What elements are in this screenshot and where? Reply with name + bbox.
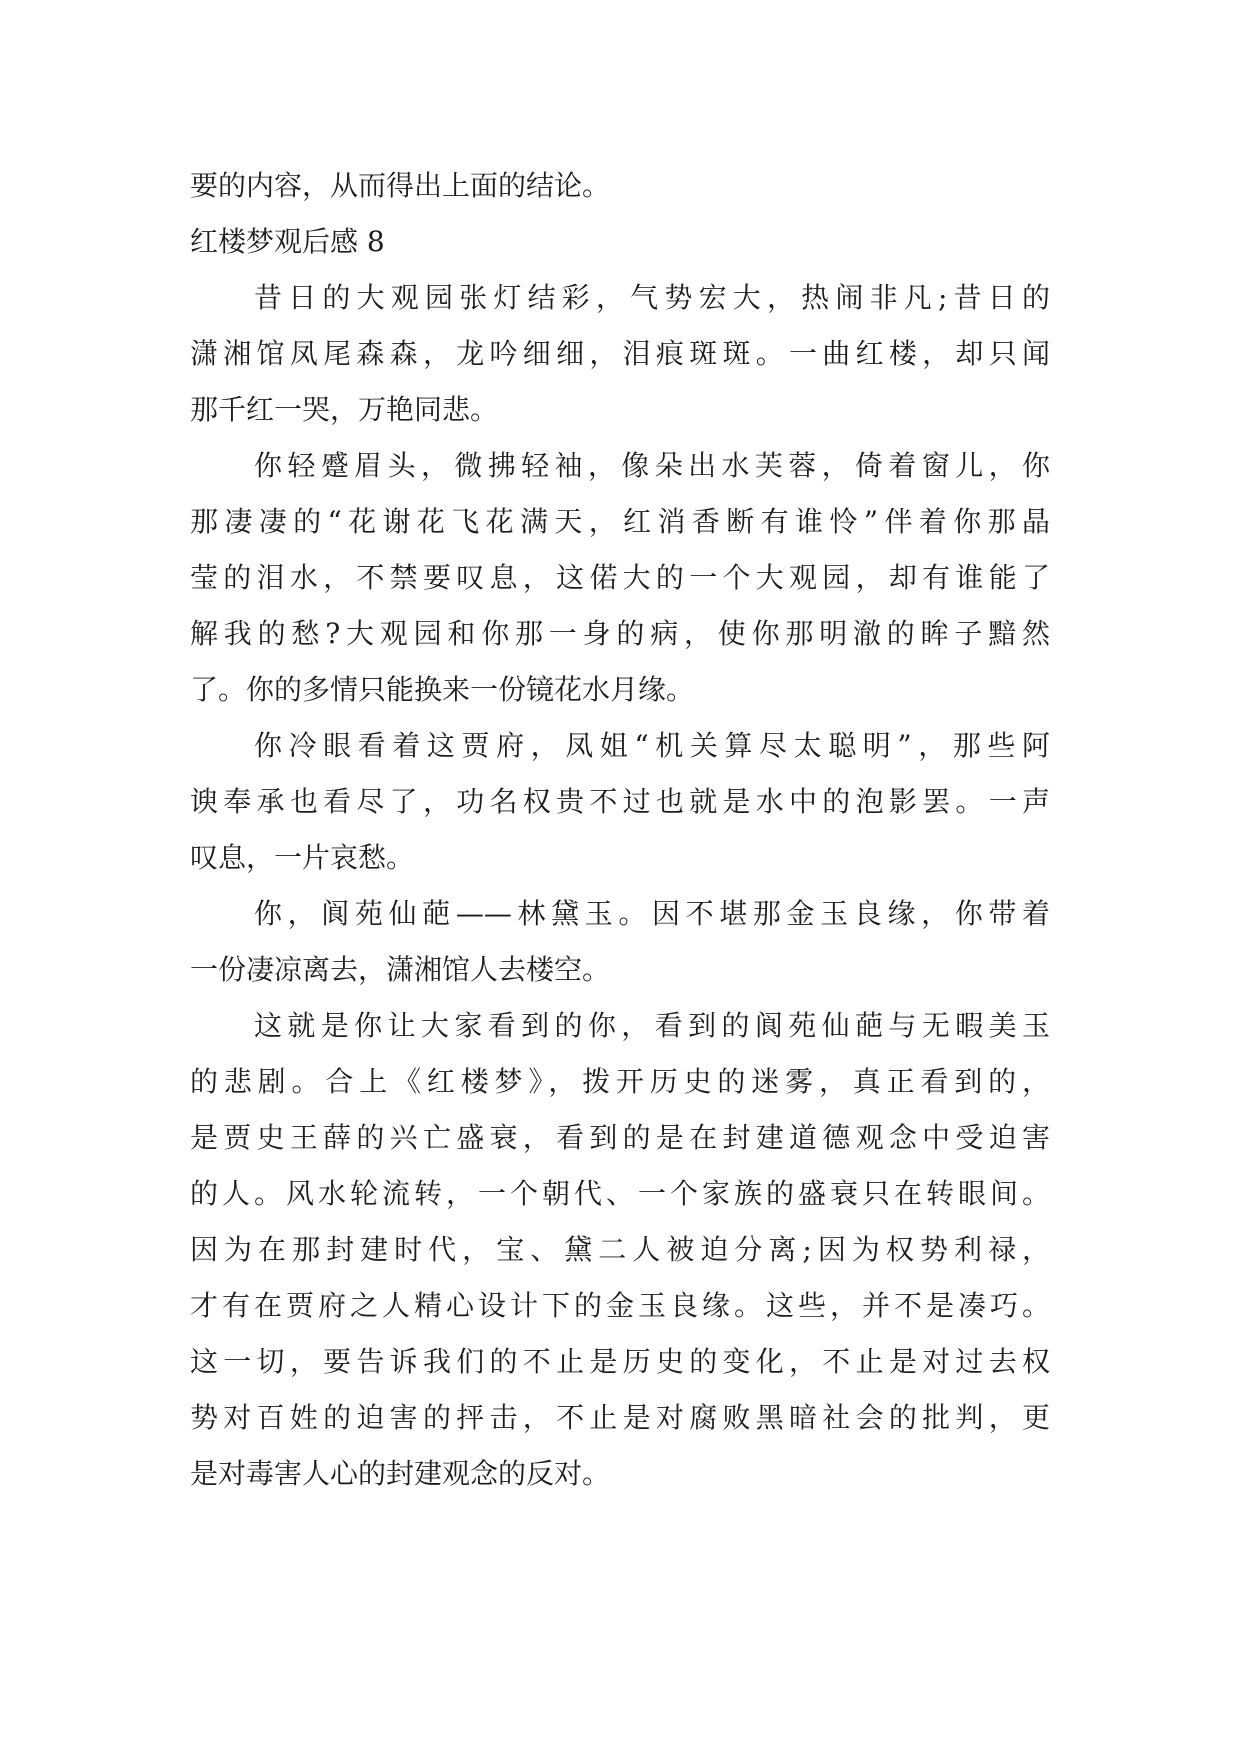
paragraph-5 [190,998,1050,1502]
paragraph-line: 才有在贾府之人精心设计下的金玉良缘。这些，并不是凑巧。 [190,1289,1050,1322]
paragraph-line: 谀奉承也看尽了，功名权贵不过也就是水中的泡影罢。一声 [190,785,1050,818]
paragraph-line: 解我的愁?大观园和你那一身的病，使你那明澈的眸子黯然 [190,617,1050,650]
paragraph-line: 一份凄凉离去，潇湘馆人去楼空。 [190,953,611,986]
paragraph-line: 因为在那封建时代，宝、黛二人被迫分离;因为权势利禄， [190,1233,1050,1266]
paragraph-3 [190,718,1050,886]
section-heading: 红楼梦观后感 8 [190,225,385,258]
paragraph-4 [190,886,1050,998]
paragraph-line: 是贾史王薛的兴亡盛衰，看到的是在封建道德观念中受迫害 [190,1121,1050,1154]
paragraph-line: 那凄凄的“花谢花飞花满天，红消香断有谁怜”伴着你那晶 [190,505,1050,538]
paragraph-line: 这就是你让大家看到的你，看到的阆苑仙葩与无暇美玉 [254,1009,1050,1042]
paragraph-line: 势对百姓的迫害的抨击，不止是对腐败黑暗社会的批判，更 [190,1401,1050,1434]
paragraph-line: 那千红一哭，万艳同悲。 [190,393,499,426]
paragraph-1 [190,270,1050,438]
paragraph-line: 莹的泪水，不禁要叹息，这偌大的一个大观园，却有谁能了 [190,561,1050,594]
paragraph-line: 的悲剧。合上《红楼梦》，拨开历史的迷雾，真正看到的， [190,1065,1050,1098]
paragraph-line: 的人。风水轮流转，一个朝代、一个家族的盛衰只在转眼间。 [190,1177,1050,1210]
paragraph-line: 你冷眼看着这贾府，凤姐“机关算尽太聪明”，那些阿 [254,729,1050,762]
paragraph-line: 了。你的多情只能换来一份镜花水月缘。 [190,673,695,706]
paragraph-line: 你轻蹙眉头，微拂轻袖，像朵出水芙蓉，倚着窗儿，你 [254,449,1050,482]
paragraph-line: 是对毒害人心的封建观念的反对。 [190,1457,611,1490]
lead-fragment: 要的内容，从而得出上面的结论。 [190,169,611,202]
paragraph-line: 昔日的大观园张灯结彩，气势宏大，热闹非凡;昔日的 [254,281,1050,314]
paragraph-line: 潇湘馆凤尾森森，龙吟细细，泪痕斑斑。一曲红楼，却只闻 [190,337,1050,370]
paragraph-line: 你，阆苑仙葩——林黛玉。因不堪那金玉良缘，你带着 [254,897,1050,930]
paragraph-line: 这一切，要告诉我们的不止是历史的变化，不止是对过去权 [190,1345,1050,1378]
paragraph-2 [190,438,1050,718]
paragraph-line: 叹息，一片哀愁。 [190,841,415,874]
document-body [190,158,1050,1502]
